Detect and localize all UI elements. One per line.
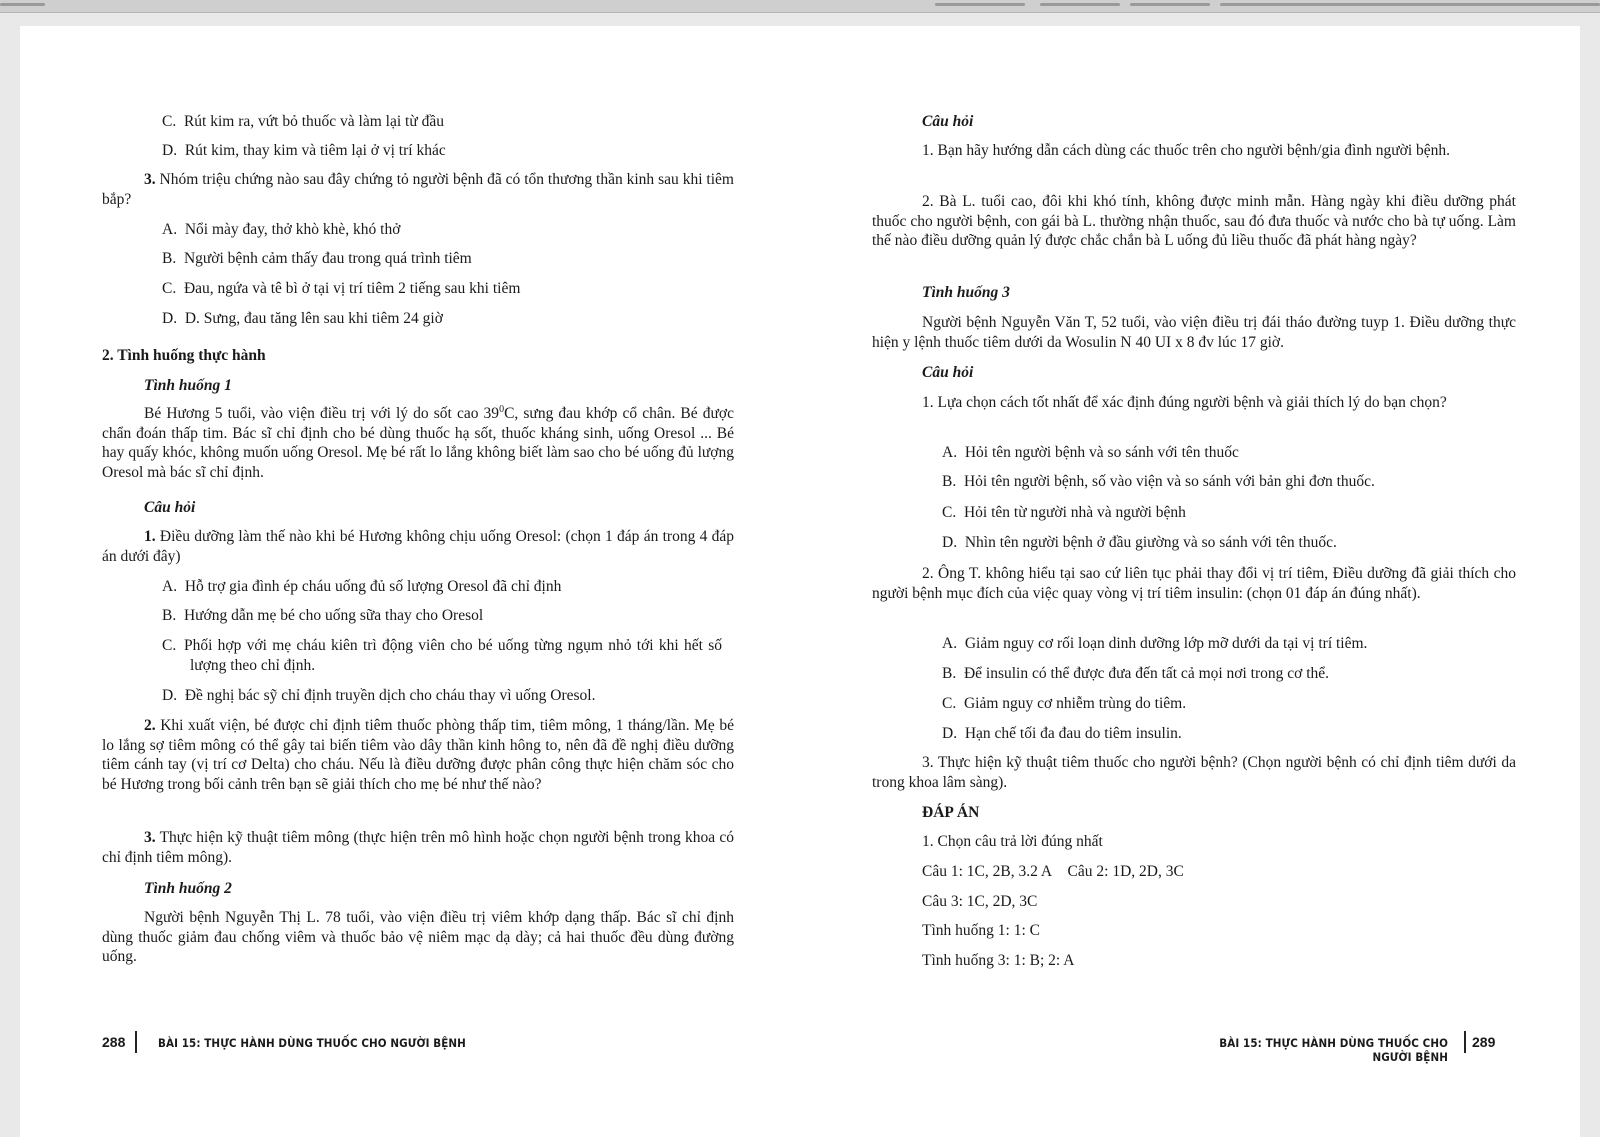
- answer-key-line: Câu 3: 1C, 2D, 3C: [922, 893, 1038, 910]
- case-heading: Tình huống 1: [144, 377, 232, 394]
- answer-option: C. Hỏi tên từ người nhà và người bệnh: [942, 504, 1186, 521]
- answer-option: D. D. Sưng, đau tăng lên sau khi tiêm 24 giờ: [162, 310, 443, 327]
- answer-option: D. Nhìn tên người bệnh ở đầu giường và so sánh với tên thuốc.: [942, 534, 1337, 551]
- answer-key-line: 1. Chọn câu trả lời đúng nhất: [922, 833, 1103, 850]
- answer-key-line: Tình huống 1: 1: C: [922, 922, 1040, 939]
- question-text: Thực hiện kỹ thuật tiêm mông (thực hiện trên mô hình hoặc chọn người bệnh trong khoa có chỉ định tiêm mông).: [102, 829, 734, 866]
- answer-option: C. Phối hợp với mẹ cháu kiên trì động viên cho bé uống từng ngụm nhỏ tới khi hết số lượng theo chỉ định.: [162, 637, 722, 674]
- toolbar-segment: [0, 3, 45, 6]
- answer-option: C. Giảm nguy cơ nhiễm trùng do tiêm.: [942, 695, 1187, 712]
- question-2: [102, 716, 734, 794]
- question-number: 2.: [144, 717, 156, 734]
- footer-divider: [135, 1031, 137, 1053]
- question-text: Điều dưỡng làm thế nào khi bé Hương không chịu uống Oresol: (chọn 1 đáp án trong 4 đáp án dưới đây): [102, 528, 734, 565]
- answer-option: A. Giảm nguy cơ rối loạn dinh dưỡng lớp mỡ dưới da tại vị trí tiêm.: [942, 635, 1368, 652]
- question-text: Nhóm triệu chứng nào sau đây chứng tỏ người bệnh đã có tổn thương thần kinh sau khi tiêm bắp?: [102, 171, 734, 208]
- question-text: Khi xuất viện, bé được chỉ định tiêm thuốc phòng thấp tim, tiêm mông, 1 tháng/lần. Mẹ bé lo lắng sợ tiêm mông có thể gây tai biến tiêm vào dây thần kinh hông to, nên đã đề nghị điều dưỡng tiêm cánh tay (vị trí cơ Delta) cho cháu. Nếu là điều dưỡng được phân công thực hiện chăm sóc cho bé Hương trong bối cảnh trên bạn sẽ giải thích cho mẹ bé như thế nào?: [102, 717, 734, 793]
- question-text: 1. Bạn hãy hướng dẫn cách dùng các thuốc trên cho người bệnh/gia đình người bệnh.: [922, 142, 1451, 159]
- page-number-left: 288: [102, 1034, 126, 1050]
- answer-option: D. Hạn chế tối đa đau do tiêm insulin.: [942, 725, 1182, 742]
- answer-key-line: Tình huống 3: 1: B; 2: A: [922, 952, 1075, 969]
- question-text: 1. Lựa chọn cách tốt nhất để xác định đúng người bệnh và giải thích lý do bạn chọn?: [922, 394, 1447, 411]
- question-text: 2. Ông T. không hiểu tại sao cứ liên tục phải thay đổi vị trí tiêm, Điều dưỡng đã giải thích cho người bệnh mục đích của việc quay vòng vị trí tiêm insulin: (chọn 01 đáp án đúng nhất).: [872, 565, 1516, 602]
- question-heading: Câu hỏi: [922, 364, 974, 381]
- answer-key-line: Câu 1: 1C, 2B, 3.2 A Câu 2: 1D, 2D, 3C: [922, 863, 1184, 880]
- toolbar-segment: [935, 3, 1025, 6]
- footer-chapter-title-left: BÀI 15: THỰC HÀNH DÙNG THUỐC CHO NGƯỜI BỆNH: [158, 1036, 466, 1050]
- footer-chapter-title-right: BÀI 15: THỰC HÀNH DÙNG THUỐC CHO NGƯỜI BỆNH: [1219, 1036, 1448, 1064]
- case-heading: Tình huống 2: [144, 880, 232, 897]
- question-number: 3.: [144, 829, 156, 846]
- answer-option: A. Hỗ trợ gia đình ép cháu uống đủ số lượng Oresol đã chỉ định: [162, 578, 562, 595]
- degree-superscript: 0: [499, 403, 505, 415]
- answer-option: D. Đề nghị bác sỹ chỉ định truyền dịch cho cháu thay vì uống Oresol.: [162, 687, 596, 704]
- case-1-text-part: C, sưng đau khớp cổ chân. Bé được chẩn đoán thấp tim. Bác sĩ chỉ định cho bé dùng thuốc hạ sốt, thuốc kháng sinh, uống Oresol ... Bé hay quấy khóc, không muốn uống Oresol. Mẹ bé rất lo lắng không biết làm sao cho bé uống đủ lượng Oresol mà bác sĩ chỉ định.: [102, 405, 734, 481]
- answer-option: C. Rút kim ra, vứt bỏ thuốc và làm lại từ đầu: [162, 113, 444, 130]
- case-heading: Tình huống 3: [922, 284, 1010, 301]
- book-spread: [20, 26, 1580, 1137]
- answer-option: D. Rút kim, thay kim và tiêm lại ở vị trí khác: [162, 142, 446, 159]
- question-heading: Câu hỏi: [144, 499, 196, 516]
- case-2-text: Người bệnh Nguyễn Thị L. 78 tuổi, vào viện điều trị viêm khớp dạng thấp. Bác sĩ chỉ định dùng thuốc giảm đau chống viêm và thuốc bảo vệ niêm mạc dạ dày; cả hai thuốc đều dùng đường uống.: [102, 909, 734, 965]
- question-1: [102, 527, 734, 566]
- section-heading: 2. Tình huống thực hành: [102, 347, 266, 364]
- toolbar-segment: [1040, 3, 1120, 6]
- answer-option: B. Để insulin có thể được đưa đến tất cả mọi nơi trong cơ thể.: [942, 665, 1330, 682]
- toolbar-segment: [1130, 3, 1210, 6]
- viewer-toolbar: [0, 0, 1600, 13]
- question-number: 1.: [144, 528, 156, 545]
- question-3-practice: [102, 828, 734, 867]
- answer-option: B. Hỏi tên người bệnh, số vào viện và so sánh với bản ghi đơn thuốc.: [942, 473, 1375, 490]
- answer-option: C. Đau, ngứa và tê bì ở tại vị trí tiêm 2 tiếng sau khi tiêm: [162, 280, 521, 297]
- question-text: 3. Thực hiện kỹ thuật tiêm thuốc cho người bệnh? (Chọn người bệnh có chỉ định tiêm dưới da trong khoa lâm sàng).: [872, 754, 1516, 791]
- case-1-text-part: Bé Hương 5 tuổi, vào viện điều trị với lý do sốt cao 39: [144, 405, 500, 422]
- footer-divider: [1464, 1031, 1466, 1053]
- answer-option: A. Nổi mày đay, thở khò khè, khó thở: [162, 221, 401, 238]
- question-number: 3.: [144, 171, 156, 188]
- answer-option: B. Hướng dẫn mẹ bé cho uống sữa thay cho Oresol: [162, 607, 484, 624]
- answer-option: B. Người bệnh cảm thấy đau trong quá trình tiêm: [162, 250, 472, 267]
- question-heading: Câu hỏi: [922, 113, 974, 130]
- page-number-right: 289: [1472, 1034, 1496, 1050]
- answer-option: A. Hỏi tên người bệnh và so sánh với tên thuốc: [942, 444, 1239, 461]
- question-text: 2. Bà L. tuổi cao, đôi khi khó tính, không được minh mẫn. Hàng ngày khi điều dưỡng phát thuốc cho người bệnh, con gái bà L. thường nhận thuốc, sau đó đưa thuốc và nước cho bà tự uống. Làm thế nào điều dưỡng quản lý được chắc chắn bà L uống đủ liều thuốc đã phát hàng ngày?: [872, 193, 1516, 249]
- toolbar-segment: [1220, 3, 1600, 6]
- case-3-text: Người bệnh Nguyễn Văn T, 52 tuổi, vào viện điều trị đái tháo đường tuyp 1. Điều dưỡng thực hiện y lệnh thuốc tiêm dưới da Wosulin N 40 UI x 8 đv lúc 17 giờ.: [872, 314, 1516, 351]
- answer-key-heading: ĐÁP ÁN: [922, 804, 980, 821]
- case-1-text: [102, 404, 734, 482]
- question-3: [102, 170, 734, 209]
